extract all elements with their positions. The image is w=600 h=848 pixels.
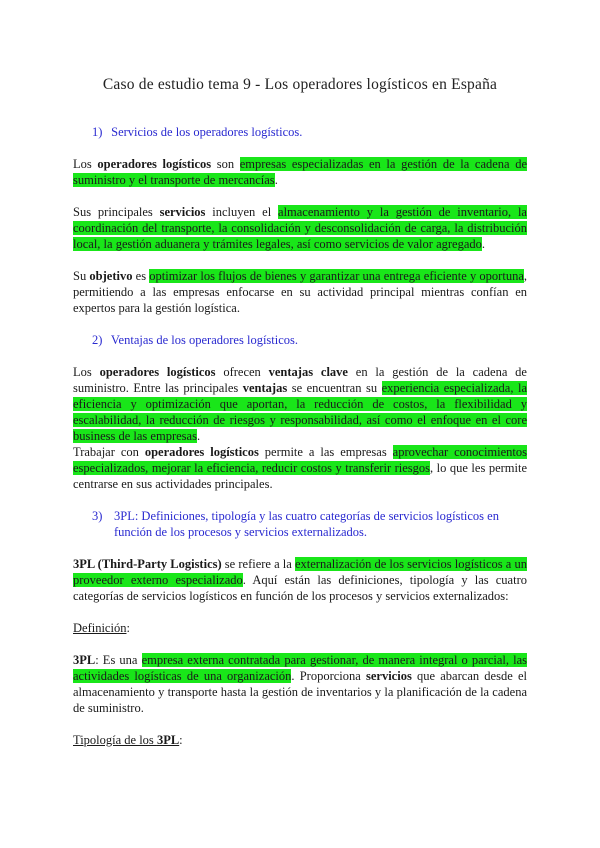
highlighted-text: experiencia especializada, la eficiencia y optimización que aportan, la reducción de costos, la flexibilidad y escalabilidad, la reducción de riesgos y responsabilidad, así como el enfoque en el core business de las empresas: [73, 381, 527, 443]
text: son: [211, 157, 240, 171]
section-title: Ventajas de los operadores logísticos.: [110, 333, 299, 347]
highlighted-text: aprovechar conocimientos especializados, mejorar la eficiencia, reducir costos y transferir riesgos: [73, 445, 528, 475]
bold-term: servicios: [366, 669, 412, 683]
text: Sus principales: [73, 205, 160, 219]
text: . Proporciona: [291, 669, 366, 683]
text: se encuentran su: [287, 381, 382, 395]
text: :: [126, 621, 130, 635]
text: , permitiendo a las empresas enfocarse en su actividad principal mientras confían en expertos para la gestión logística.: [73, 269, 527, 315]
subheading-tipologia: [73, 732, 527, 748]
paragraph-services: [73, 204, 527, 252]
highlighted-text: almacenamiento y la gestión de inventario, la coordinación del transporte, la consolidación y desconsolidación de carga, la distribución local, la gestión aduanera y trámites legales, así como servicios de valor agregado: [73, 205, 527, 251]
text: Trabajar con: [73, 445, 145, 459]
bold-term: objetivo: [89, 269, 133, 283]
text: se refiere a la: [221, 557, 295, 571]
text: Los: [73, 365, 100, 379]
section-number: 2): [92, 333, 103, 347]
highlighted-text: externalización de los servicios logísticos a un proveedor externo especializado: [73, 557, 527, 587]
paragraph-3pl-intro: [73, 556, 527, 604]
paragraph-objective: [73, 268, 527, 316]
text: : Es una: [95, 653, 142, 667]
text: incluyen el: [205, 205, 279, 219]
text: ofrecen: [215, 365, 269, 379]
underlined-label: [73, 733, 179, 747]
highlighted-text: empresas especializadas en la gestión de la cadena de suministro y el transporte de mercancías: [73, 157, 528, 187]
section-heading-2: [92, 332, 298, 348]
section-number: 1): [92, 125, 103, 139]
underlined-label: Definición: [73, 621, 127, 635]
subheading-definicion: [73, 620, 527, 636]
bold-term: 3PL: [73, 653, 96, 667]
text: es: [132, 269, 150, 283]
paragraph-advantages: [73, 364, 527, 444]
text: Tipología de los: [73, 733, 157, 747]
text: Los: [73, 157, 98, 171]
section-heading-3: [92, 508, 532, 540]
text: .: [274, 173, 278, 187]
text: , lo que les permite centrarse en sus actividades principales.: [73, 461, 527, 491]
bold-term: operadores logísticos: [144, 445, 259, 459]
section-heading-1: [92, 124, 302, 140]
text: en la gestión de la cadena de suministro. Entre las principales: [73, 365, 527, 395]
paragraph-working-with: [73, 444, 527, 492]
section-title: Servicios de los operadores logísticos.: [111, 125, 303, 139]
document-title: Caso de estudio tema 9 - Los operadores logísticos en España: [102, 76, 498, 93]
text: :: [179, 733, 183, 747]
bold-term: operadores logísticos: [99, 365, 216, 379]
bold-term: ventajas: [242, 381, 288, 395]
highlighted-text: empresa externa contratada para gestionar, de manera integral o parcial, las actividades logísticas de una organización: [73, 653, 527, 683]
paragraph-3pl-definition: [73, 652, 527, 716]
bold-term: servicios: [159, 205, 206, 219]
paragraph-definition: [73, 156, 527, 188]
text: permite a las empresas: [258, 445, 393, 459]
text: Su: [73, 269, 90, 283]
bold-term: operadores logísticos: [97, 157, 212, 171]
section-number: 3): [92, 509, 103, 523]
bold-term: 3PL: [156, 733, 180, 747]
bold-term: ventajas clave: [268, 365, 348, 379]
bold-term: 3PL (Third-Party Logistics): [73, 557, 222, 571]
text: . Aquí están las definiciones, tipología y las cuatro categorías de servicios logísticos en función de los procesos y servicios externalizados:: [73, 573, 527, 603]
highlighted-text: optimizar los flujos de bienes y garantizar una entrega eficiente y oportuna: [149, 269, 524, 283]
text: .: [196, 429, 201, 443]
text: .: [481, 237, 485, 251]
text: que abarcan desde el almacenamiento y transporte hasta la gestión de inventarios y la planificación de la cadena de suministro.: [73, 669, 527, 715]
section-title: 3PL: Definiciones, tipología y las cuatro categorías de servicios logísticos en función de los procesos y servicios externalizados.: [114, 509, 499, 539]
